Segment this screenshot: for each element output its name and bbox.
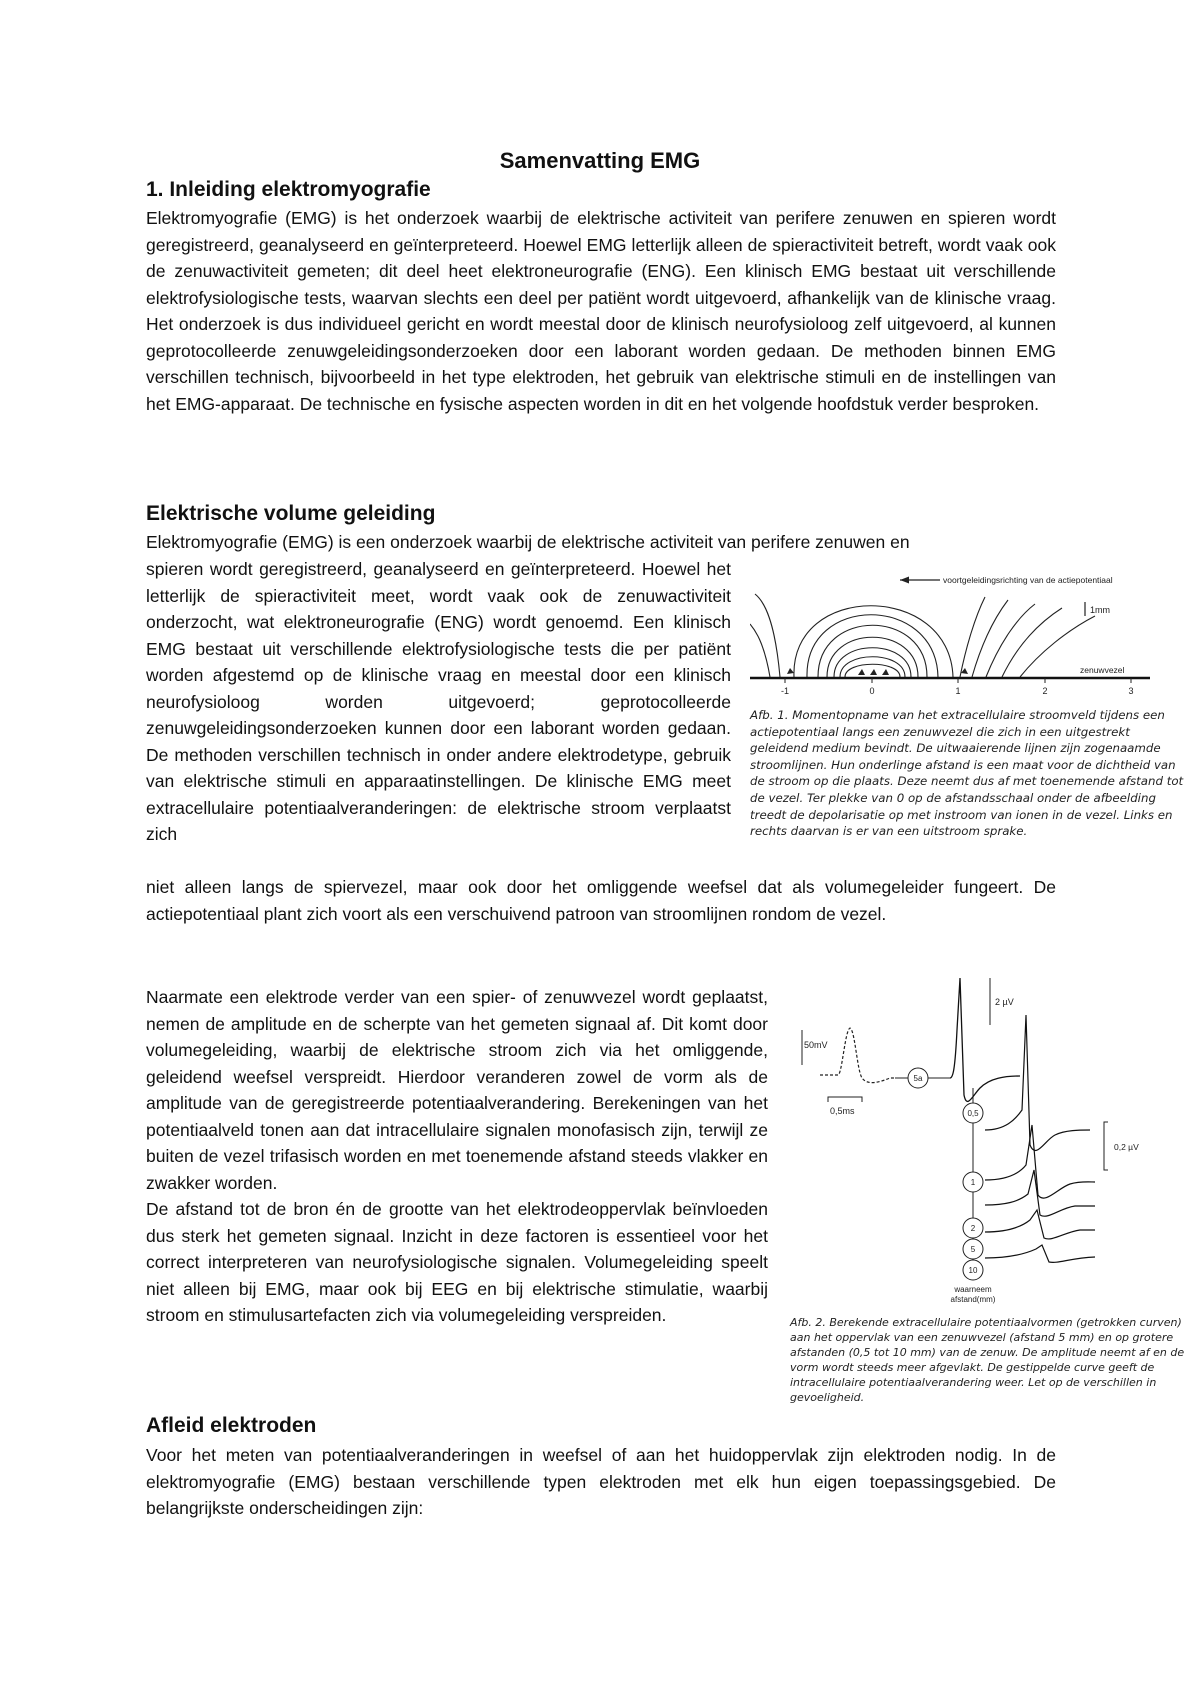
arrowhead xyxy=(882,669,889,675)
figure-1-caption: Afb. 1. Momentopname van het extracellulaire stroomveld tijdens een actiepotentiaal langs een zenuwvezel die zich in een uitgestrekt geleidend medium bevindt. De uitwaaierende lijnen zijn zogenaamde stroomlijnen. Hun onderlinge afstand is een maat voor de dichtheid van de stroom op die plaats. Deze neemt dus af met toenemende afstand tot de vezel. Ter plekke van 0 op de afstandsschaal onder de afbeelding treedt de depolarisatie op met instroom van ionen in de vezel. Links en rechts daarvan is er van een uitstroom sprake. xyxy=(750,708,1184,839)
stream-arrowheads xyxy=(787,668,968,675)
stream-lines xyxy=(750,594,1095,677)
stream-line xyxy=(750,624,770,677)
paragraph-volume-left: spieren wordt geregistreerd, geanalyseerd en geïnterpreteerd. Hoewel het letterlijk de spieractiviteit meet, wordt vaak ook de zenuwactiviteit onderzocht, wat elektroneurografie (ENG) wordt genoemd. Een klinisch EMG bestaat uit verschillende elektrofysiologische tests die per patiënt worden afgestemd op de klinische vraag en meestal door een klinisch neurofysioloog worden uitgevoerd; geprotocolleerde zenuwgeleidingsonderzoeken kunnen door een laborant worden gedaan. De methoden verschillen technisch in onder andere elektrodetype, gebruik van elektrische stimuli en apparaatinstellingen. De klinische EMG meet extracellulaire potentiaalveranderingen: de elektrische stroom verplaatst zich xyxy=(146,559,731,844)
figure-2-axis-label-2: afstand(mm) xyxy=(950,1295,996,1304)
figure-1 xyxy=(750,572,1195,840)
figure-2-axis-label-1: waarneem xyxy=(954,1285,992,1294)
node-label: 10 xyxy=(968,1266,978,1275)
arrowhead xyxy=(858,669,865,675)
stream-line xyxy=(845,664,900,677)
figure-2 xyxy=(790,970,1190,1405)
axis-tick-label: 0 xyxy=(869,686,875,696)
arrowhead xyxy=(787,668,794,674)
scale-bar-02uv xyxy=(1104,1122,1108,1170)
paragraph-volume-line1: Elektromyografie (EMG) is een onderzoek waarbij de elektrische activiteit van perifere zenuwen en xyxy=(146,532,910,552)
document-title: Samenvatting EMG xyxy=(499,148,701,173)
stream-line xyxy=(794,606,953,677)
distance-axis-labels xyxy=(781,686,1134,696)
node-label: 5 xyxy=(970,1245,976,1254)
trace-1 xyxy=(985,1125,1095,1198)
figure-2-potential-curves xyxy=(790,970,1190,1315)
figure-1-scale-label: 1mm xyxy=(1090,605,1110,615)
figure-1-arrow-label: voortgeleidingsrichting van de actiepotentiaal xyxy=(943,575,1113,585)
node-label: 0,5 xyxy=(967,1109,979,1118)
trace-10 xyxy=(985,1245,1095,1262)
section-volume-geleiding-continuation xyxy=(146,874,1056,927)
stream-line xyxy=(986,604,1035,677)
figure-2-label-02uv: 0,2 µV xyxy=(1114,1142,1139,1152)
paragraph-volume-full: niet alleen langs de spiervezel, maar ook door het omliggende weefsel dat als volumegeleider fungeert. De actiepotentiaal plant zich voort als een verschuivend patroon van stroomlijnen rondom de vezel. xyxy=(146,877,1056,924)
section-afleid-elektroden-body xyxy=(146,1442,1056,1522)
paragraph-volumegeleiding-1: Naarmate een elektrode verder van een spier- of zenuwvezel wordt geplaatst, nemen de amplitude en de scherpte van het gemeten signaal af. Dit komt door volumegeleiding, waarbij de elektrische stroom zich via het omliggende, geleidend weefsel verspreidt. Hierdoor veranderen zowel de vorm als de amplitude van de geregistreerde potentiaalverandering. Berekeningen van het potentiaalveld tonen aan dat intracellulaire signalen monofasisch zijn, terwijl ze buiten de vezel trifasisch worden en met toenemende afstand steeds vlakker en zwakker worden. xyxy=(146,987,768,1193)
trace-2 xyxy=(985,1170,1095,1216)
trace-05 xyxy=(985,1015,1090,1150)
paragraph-afleid-elektroden: Voor het meten van potentiaalveranderingen in weefsel of aan het huidoppervlak zijn elektroden nodig. In de elektromyografie (EMG) bestaan verschillende typen elektroden met elk hun eigen toepassingsgebied. De belangrijkste onderscheidingen zijn: xyxy=(146,1445,1056,1518)
time-scale-bar xyxy=(828,1097,862,1102)
figure-1-stream-field xyxy=(750,572,1195,700)
stream-line xyxy=(818,625,927,677)
paragraph-inleiding: Elektromyografie (EMG) is het onderzoek waarbij de elektrische activiteit van perifere zenuwen en spieren wordt geregistreerd, geanalyseerd en geïnterpreteerd. Hoewel EMG letterlijk alleen de spieractiviteit betreft, wordt vaak ook de zenuwactiviteit gemeten; dit deel heet elektroneurografie (ENG). Een klinisch EMG bestaat uit verschillende elektrofysiologische tests, waarvan slechts een deel per patiënt wordt uitgevoerd, afhankelijk van de klinische vraag. Het onderzoek is dus individueel gericht en wordt meestal door de klinisch neurofysioloog zelf uitgevoerd, al kunnen geprotocolleerde zenuwgeleidingsonderzoeken door een laborant worden gedaan. De methoden binnen EMG verschillen technisch, bijvoorbeeld in het type elektroden, het gebruik van elektrische stimuli en de instellingen van het EMG-apparaat. De technische en fysische aspecten worden in dit en het volgende hoofdstuk verder besproken. xyxy=(146,208,1056,414)
section-inleiding-body xyxy=(146,205,1056,417)
axis-tick-label: 3 xyxy=(1128,686,1134,696)
axis-tick-label: -1 xyxy=(780,686,790,696)
direction-arrow-head xyxy=(900,577,909,584)
intracellular-dashed-curve xyxy=(820,1028,895,1083)
node-label: 2 xyxy=(970,1224,976,1233)
stream-line xyxy=(1002,608,1062,677)
figure-2-label-2uv: 2 µV xyxy=(995,997,1014,1007)
stream-line xyxy=(972,600,1008,677)
paragraph-volumegeleiding-2: De afstand tot de bron én de grootte van het elektrodeoppervlak beïnvloeden dus sterk het gemeten signaal. Inzicht in deze factoren is essentieel voor het correct interpreteren van neurofysiologische signalen. Volumegeleiding speelt niet alleen bij EMG, maar ook bij EEG en bij elektrische stimulatie, waarbij stroom en stimulusartefacten zich via volumegeleiding verspreiden. xyxy=(146,1199,768,1325)
arrowhead xyxy=(870,669,877,675)
section-volume-geleiding-first-line xyxy=(146,529,1056,556)
section-heading-inleiding: 1. Inleiding elektromyografie xyxy=(146,178,431,201)
section-volumegeleiding-text xyxy=(146,984,768,1329)
figure-2-caption: Afb. 2. Berekende extracellulaire potentiaalvormen (getrokken curven) aan het oppervlak van een zenuwvezel (afstand 5 mm) en op grotere afstanden (0,5 tot 10 mm) van de zenuw. De amplitude neemt af en de vorm wordt steeds meer afgevlakt. De gestippelde curve geeft de intracellulaire potentiaalverandering weer. Let op de verschillen in gevoeligheid. xyxy=(790,1316,1185,1404)
section-volume-geleiding-left-column xyxy=(146,556,731,848)
figure-2-label-05ms: 0,5ms xyxy=(830,1106,855,1116)
axis-tick-label: 1 xyxy=(955,686,961,696)
figure-2-label-50mv: 50mV xyxy=(804,1040,828,1050)
axis-tick-label: 2 xyxy=(1042,686,1048,696)
section-heading-afleid-elektroden: Afleid elektroden xyxy=(146,1414,317,1437)
stream-line xyxy=(807,615,938,677)
node-label: 5a xyxy=(913,1074,923,1083)
section-heading-volume-geleiding: Elektrische volume geleiding xyxy=(146,502,436,525)
stream-line xyxy=(960,597,985,677)
node-label: 1 xyxy=(970,1178,976,1187)
figure-1-fiber-label: zenuwvezel xyxy=(1080,665,1125,675)
